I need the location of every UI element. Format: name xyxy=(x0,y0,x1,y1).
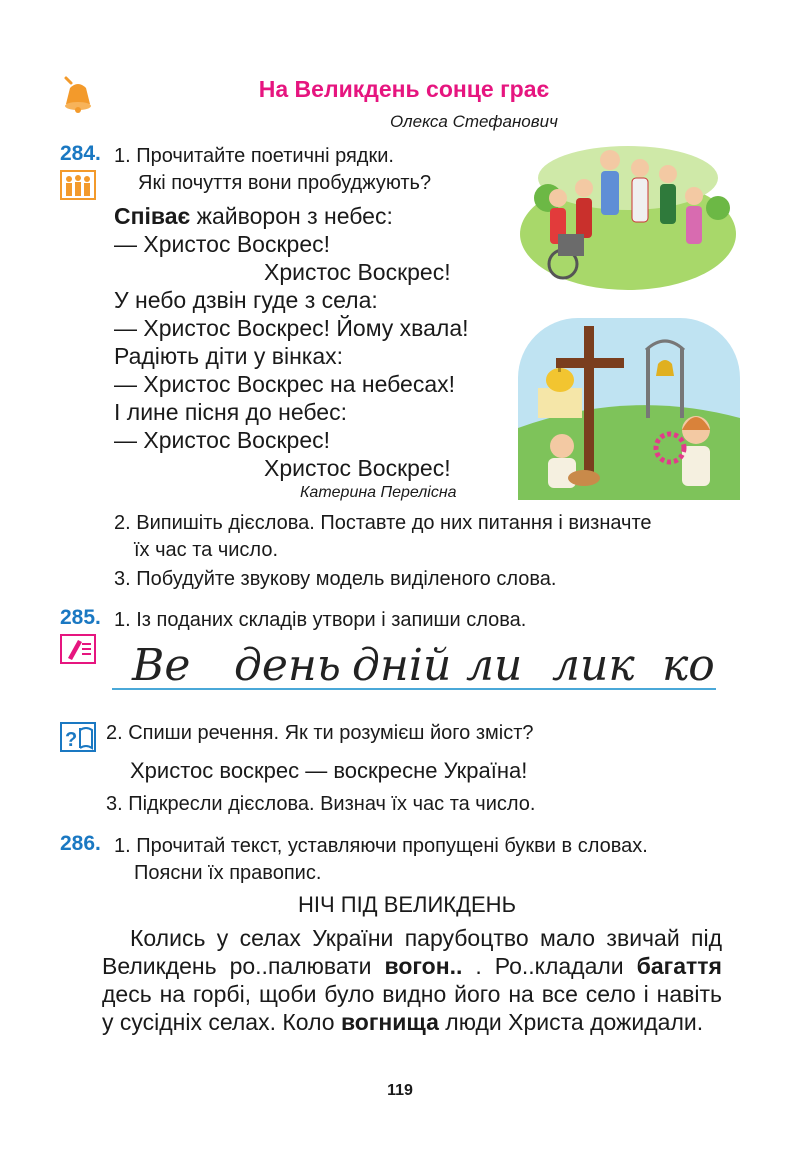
poem-line: Христос Воскрес! xyxy=(264,259,451,285)
poem-line: — Христос Воскрес! xyxy=(114,231,330,257)
cursive-syllables xyxy=(132,636,722,696)
ex285-task2: 2. Спиши речення. Як ти розумієш його зміст? xyxy=(106,722,534,744)
ex285-sentence: Христос воскрес — воскресне Україна! xyxy=(130,758,528,783)
story-paragraph: Колись у селах України парубоцтво мало звичай під Великдень ро..палювати вогон.. . Ро..кладали багаття десь на горбі, щоби було видно його на все село і навіть у сусідніх селах. Коло вогнища люди Христа дожидали. xyxy=(102,925,722,1035)
poem-line: У небо дзвін гуде з села: xyxy=(114,287,378,313)
ex285-task1: 1. Із поданих складів утвори і запиши слова. xyxy=(114,609,527,631)
ex284-task2-line2: їх час та число. xyxy=(134,539,278,561)
syllable: день xyxy=(234,640,341,691)
highlighted-word: багаття xyxy=(636,953,722,979)
poem-line: Співає жайворон з небес: xyxy=(114,203,393,229)
group-reading-icon xyxy=(60,170,96,200)
ex286-task1-line2: Поясни їх правопис. xyxy=(134,862,322,884)
page-number: 119 xyxy=(387,1082,413,1099)
ex285-task3: 3. Підкресли дієслова. Визнач їх час та число. xyxy=(106,793,536,815)
poem-author: Катерина Перелісна xyxy=(300,484,457,501)
page-title: На Великдень сонце грає xyxy=(258,76,550,102)
ex284-task1-line2: Які почуття вони пробуджують? xyxy=(138,172,432,194)
title-author: Олекса Стефанович xyxy=(390,112,558,131)
poem-line: — Христос Воскрес на небесах! xyxy=(114,371,456,397)
poem xyxy=(114,202,469,482)
children-illustration xyxy=(518,138,738,290)
poem-line: Христос Воскрес! xyxy=(264,455,451,481)
pen-notebook-icon xyxy=(60,634,96,664)
exercise-285-number: 285. xyxy=(60,606,101,629)
syllable: дній xyxy=(352,640,452,691)
poem-line: Радіють діти у вінках: xyxy=(114,343,344,369)
text-heading: НІЧ ПІД ВЕЛИКДЕНЬ xyxy=(297,892,517,917)
question-book-icon xyxy=(60,722,96,752)
exercise-284-number: 284. xyxy=(60,142,101,165)
highlighted-word: вогон.. xyxy=(384,953,463,979)
svg-text:?: ? xyxy=(65,729,78,751)
ex284-task3: 3. Побудуйте звукову модель виділеного слова. xyxy=(114,568,557,590)
poem-line: — Христос Воскрес! Йому хвала! xyxy=(114,315,469,341)
highlighted-word: вогнища xyxy=(340,1009,439,1035)
syllable: Ве xyxy=(132,640,191,691)
ex284-task1-line1: 1. Прочитайте поетичні рядки. xyxy=(114,145,394,167)
ex284-task2-line1: 2. Випишіть дієслова. Поставте до них питання і визначте xyxy=(114,512,652,534)
poem-line: І лине пісня до небес: xyxy=(114,399,347,425)
church-cross-illustration xyxy=(518,318,740,500)
syllable: ко xyxy=(662,640,715,691)
syllable: ли xyxy=(466,640,523,691)
ex286-task1-line1: 1. Прочитай текст, уставляючи пропущені букви в словах. xyxy=(114,835,648,857)
highlighted-word: Співає xyxy=(114,203,191,229)
poem-line: — Христос Воскрес! xyxy=(114,427,330,453)
syllable: лик xyxy=(552,640,635,691)
exercise-286-number: 286. xyxy=(60,832,101,855)
